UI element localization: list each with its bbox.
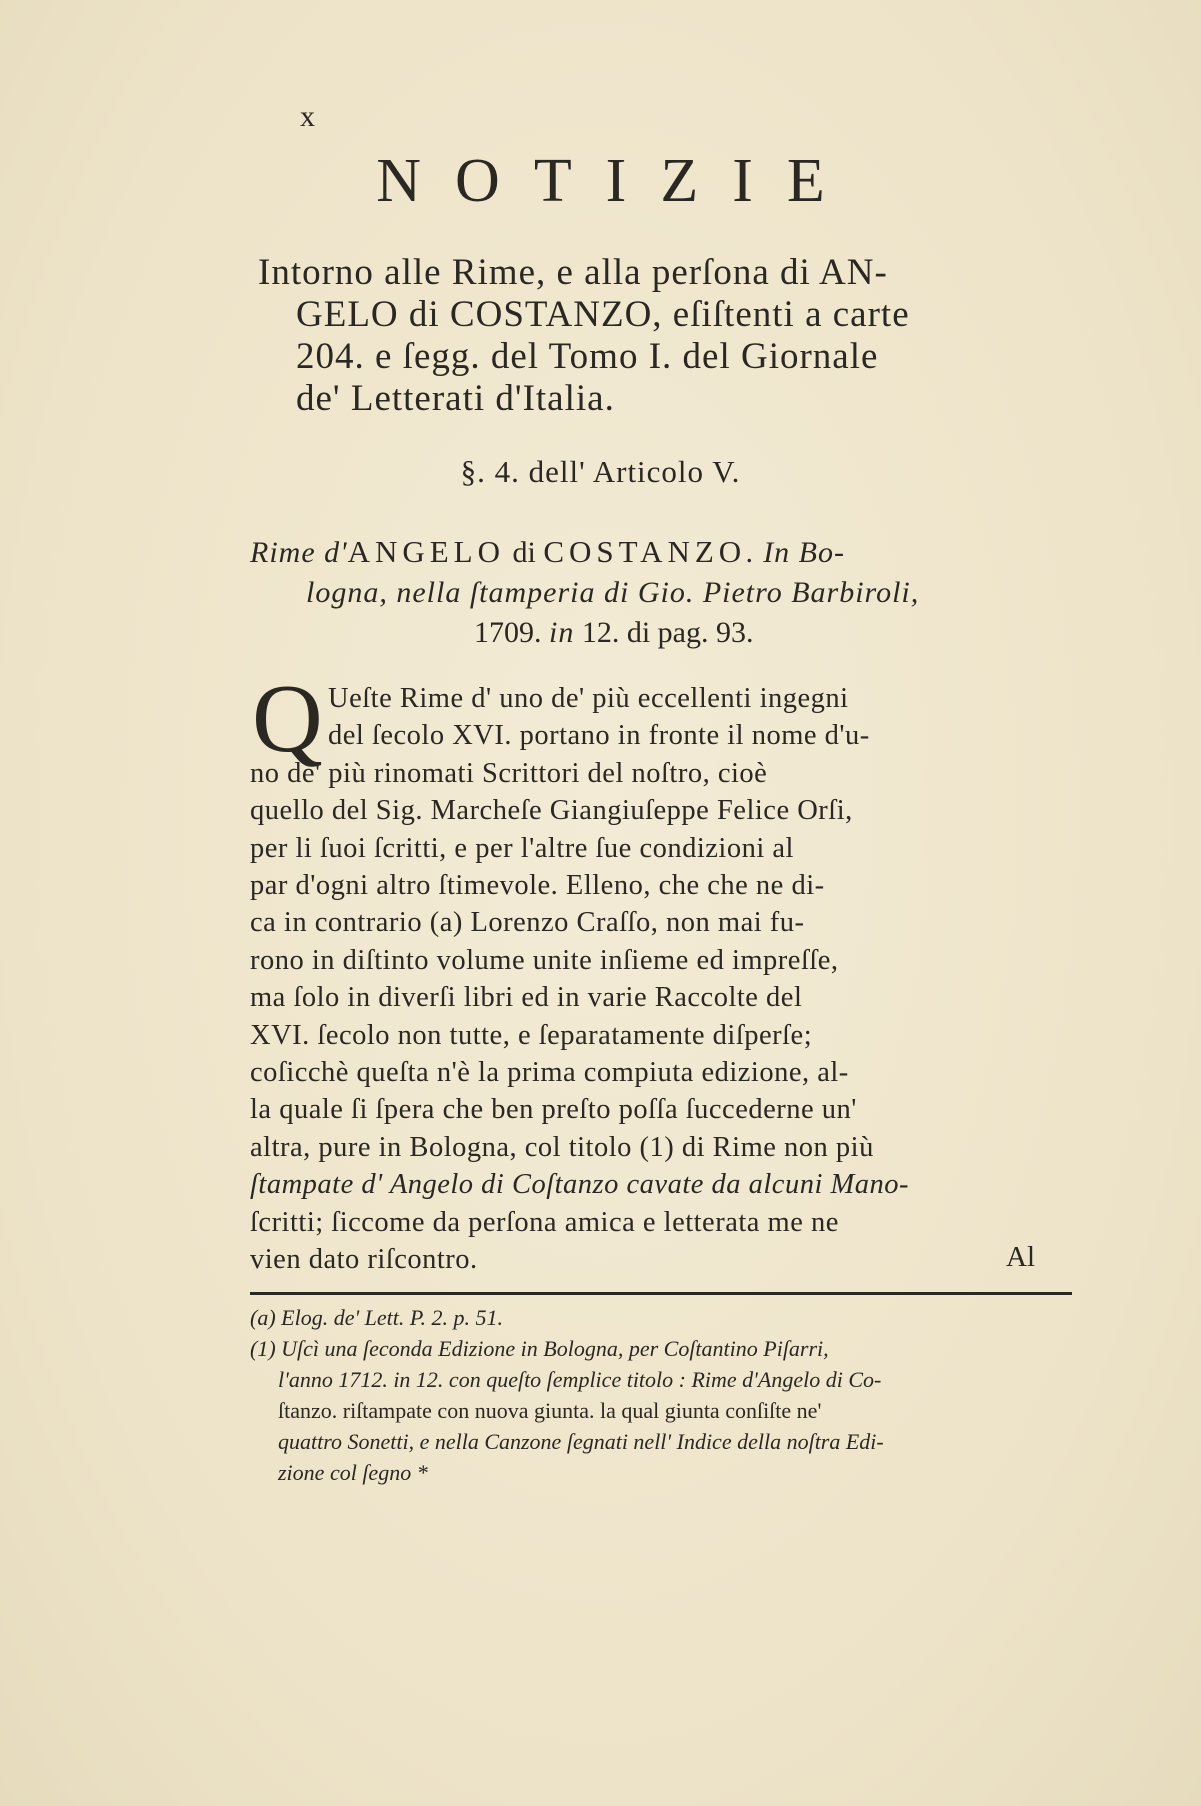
intro-line: 204. e ſegg. del Tomo I. del Giornale xyxy=(296,336,879,377)
body-line: par d'ogni altro ſtimevole. Elleno, che che ne di- xyxy=(250,870,825,902)
body-line: coſicchè queſta n'è la prima compiuta edizione, al- xyxy=(250,1057,849,1089)
body-line: XVI. ſecolo non tutte, e ſeparatamente diſperſe; xyxy=(250,1019,813,1051)
intro-paragraph xyxy=(258,252,1088,420)
body-line: no de' più rinomati Scrittori del noſtro, cioè xyxy=(250,757,768,789)
section-heading: §. 4. dell' Articolo V. xyxy=(460,454,741,489)
footnote-line: quattro Sonetti, e nella Canzone ſegnati nell' Indice della noſtra Edi- xyxy=(278,1429,884,1454)
body-line: quello del Sig. Marcheſe Giangiuſeppe Felice Orſi, xyxy=(250,795,853,827)
bibliographic-reference xyxy=(250,532,1090,653)
page-title: NOTIZIE xyxy=(376,147,859,215)
body-line: del ſecolo XVI. portano in fronte il nome d'u- xyxy=(328,720,870,752)
body-line: Ueſte Rime d' uno de' più eccellenti ingegni xyxy=(328,683,849,714)
reference-line xyxy=(250,613,1090,653)
intro-line: Intorno alle Rime, e alla perſona di AN- xyxy=(258,252,888,293)
body-text xyxy=(250,680,1085,1279)
footnote-line: (a) Elog. de' Lett. P. 2. p. 51. xyxy=(250,1305,503,1330)
intro-line: de' Letterati d'Italia. xyxy=(296,378,615,419)
reference-text: di xyxy=(504,536,544,569)
footnotes xyxy=(250,1302,1095,1488)
body-line: ca in contrario (a) Lorenzo Craſſo, non mai fu- xyxy=(250,907,805,939)
body-line: ſtampate d' Angelo di Coſtanzo cavate da alcuni Mano- xyxy=(250,1169,909,1201)
reference-line xyxy=(250,532,1090,573)
body-line: ſcritti; ſiccome da perſona amica e letterata me ne xyxy=(250,1206,839,1238)
page-number: x xyxy=(300,100,316,133)
author-name: ANGELO xyxy=(347,534,505,569)
footnote-rule xyxy=(250,1292,1072,1295)
body-line: la quale ſi ſpera che ben preſto poſſa ſuccederne un' xyxy=(250,1094,857,1126)
footnote-line: ſtanzo. riſtampate con nuova giunta. la qual giunta conſiſte ne' xyxy=(278,1398,822,1423)
footnote-line: l'anno 1712. in 12. con queſto ſemplice titolo : Rime d'Angelo di Co- xyxy=(278,1367,882,1392)
reference-text: 1709. xyxy=(474,616,549,649)
footnote-line: zione col ſegno * xyxy=(278,1460,428,1485)
catchword: Al xyxy=(1006,1241,1035,1273)
drop-cap: Q xyxy=(252,665,323,773)
reference-text: in xyxy=(549,616,575,649)
author-surname: COSTANZO xyxy=(543,534,747,569)
body-line: altra, pure in Bologna, col titolo (1) di Rime non più xyxy=(250,1131,874,1163)
reference-text: 12. di pag. 93. xyxy=(574,616,754,649)
footnote-line: (1) Uſcì una ſeconda Edizione in Bologna, per Coſtantino Piſarri, xyxy=(250,1336,829,1361)
body-line: vien dato riſcontro. xyxy=(250,1244,478,1276)
intro-line: GELO di COSTANZO, eſiſtenti a carte xyxy=(296,294,910,335)
reference-text: . In Bo- xyxy=(746,536,845,569)
body-line: ma ſolo in diverſi libri ed in varie Raccolte del xyxy=(250,982,803,1014)
body-line: rono in diſtinto volume unite inſieme ed impreſſe, xyxy=(250,944,839,976)
body-line: per li ſuoi ſcritti, e per l'altre ſue condizioni al xyxy=(250,832,794,864)
reference-text: Rime d' xyxy=(250,536,348,569)
reference-text: logna, nella ſtamperia di Gio. Pietro Barbiroli, xyxy=(306,576,920,609)
reference-line xyxy=(250,573,1090,613)
